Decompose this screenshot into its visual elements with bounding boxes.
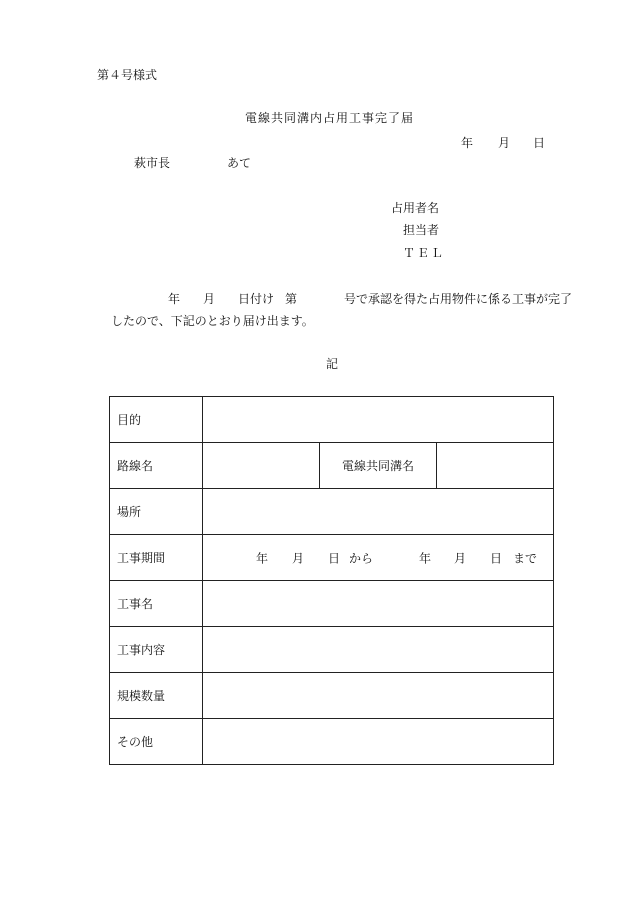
- addressee-city: 萩市長: [134, 156, 171, 170]
- period-field[interactable]: [203, 535, 554, 581]
- form-number: 第４号様式: [97, 68, 158, 82]
- table-row: [110, 581, 554, 627]
- body-year: 年: [168, 292, 181, 306]
- occupant-name-label: 占用者名: [391, 201, 440, 215]
- route-name-field[interactable]: [203, 443, 320, 489]
- other-label: その他: [110, 719, 203, 765]
- scale-quantity-field[interactable]: [203, 673, 554, 719]
- body-line1-rest: 号で承認を得た占用物件に係る工事が完了: [344, 292, 573, 306]
- period-year-1: 年: [256, 551, 269, 565]
- conduit-name-label: 電線共同溝名: [320, 443, 437, 489]
- table-row: [110, 535, 554, 581]
- work-content-field[interactable]: [203, 627, 554, 673]
- table-row: [110, 673, 554, 719]
- work-name-field[interactable]: [203, 581, 554, 627]
- purpose-field[interactable]: [203, 397, 554, 443]
- period-year-2: 年: [419, 551, 432, 565]
- period-month-1: 月: [292, 551, 305, 565]
- header-date-year: 年: [461, 136, 474, 150]
- period-day-2: 日: [490, 551, 503, 565]
- ki-heading: 記: [326, 357, 339, 371]
- period-month-2: 月: [454, 551, 467, 565]
- purpose-label: 目的: [110, 397, 203, 443]
- body-no-prefix: 第: [285, 292, 298, 306]
- route-name-label: 路線名: [110, 443, 203, 489]
- body-line-1: [0, 290, 630, 304]
- conduit-name-field[interactable]: [437, 443, 554, 489]
- table-row: [110, 719, 554, 765]
- location-label: 場所: [110, 489, 203, 535]
- tel-label: ＴＥＬ: [403, 246, 446, 260]
- body-dated: 日付け: [238, 292, 275, 306]
- document-title: 電線共同溝内占用工事完了届: [245, 111, 415, 125]
- period-from: から: [349, 551, 374, 565]
- period-until: まで: [513, 551, 538, 565]
- work-content-label: 工事内容: [110, 627, 203, 673]
- scale-quantity-label: 規模数量: [110, 673, 203, 719]
- table-row: [110, 443, 554, 489]
- period-day-1: 日: [328, 551, 341, 565]
- contact-person-label: 担当者: [403, 223, 440, 237]
- work-name-label: 工事名: [110, 581, 203, 627]
- header-date-month: 月: [498, 136, 511, 150]
- report-table: [109, 396, 554, 765]
- location-field[interactable]: [203, 489, 554, 535]
- body-line-2: したので、下記のとおり届け出ます。: [111, 314, 314, 328]
- table-row: [110, 627, 554, 673]
- table-row: [110, 489, 554, 535]
- body-month: 月: [203, 292, 216, 306]
- period-label: 工事期間: [110, 535, 203, 581]
- header-date-day: 日: [533, 136, 546, 150]
- table-row: [110, 397, 554, 443]
- other-field[interactable]: [203, 719, 554, 765]
- addressee-suffix: あて: [227, 156, 252, 170]
